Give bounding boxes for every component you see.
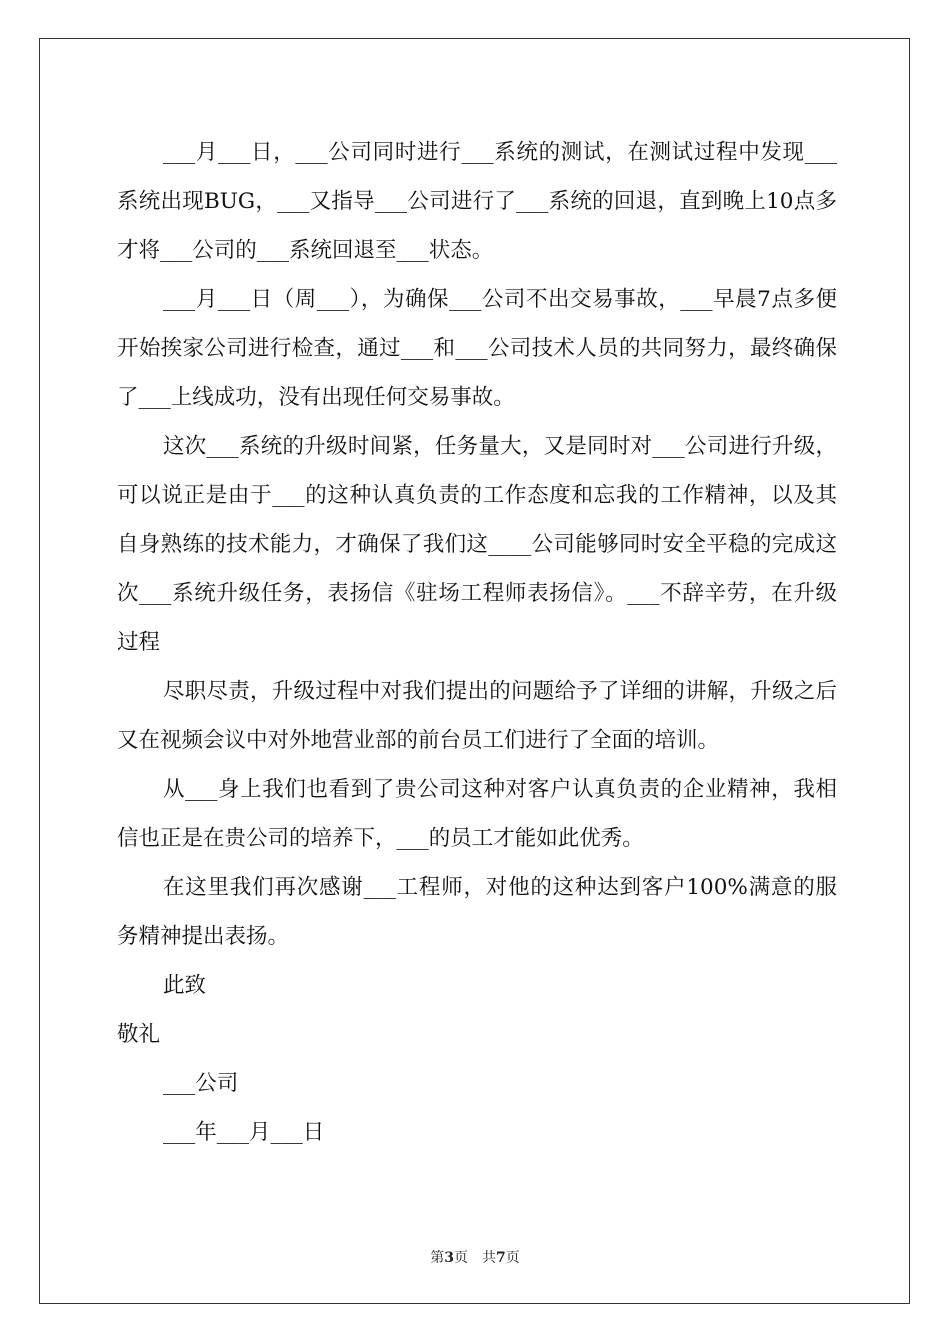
signature-date: ___年___月___日: [163, 1120, 325, 1145]
paragraph-thanks: 在这里我们再次感谢___工程师，对他的这种达到客户100%满意的服务精神提出表扬。: [117, 875, 837, 949]
footer-page-number: 3: [444, 1250, 454, 1266]
footer-prefix: 第: [430, 1250, 445, 1266]
signature-company: ___公司: [163, 1071, 239, 1096]
closing-regards: 敬礼: [117, 1022, 161, 1047]
page-footer: [0, 1248, 950, 1268]
footer-mid: 页 共: [454, 1250, 496, 1266]
paragraph-launch-check: ___月___日（周___），为确保___公司不出交易事故，___早晨7点多便开始挨家公司进行检查，通过___和___公司技术人员的共同努力，最终确保了___上线成功，没有出现任何交易事故。: [117, 287, 837, 410]
footer-total-pages: 7: [496, 1250, 506, 1266]
closing-salutation: 此致: [163, 973, 207, 998]
paragraph-upgrade-praise: 这次___系统的升级时间紧，任务量大，又是同时对___公司进行升级，可以说正是由于___的这种认真负责的工作态度和忘我的工作精神，以及其自身熟练的技术能力，才确保了我们这____公司能够同时安全平稳的完成这次___系统升级任务，表扬信《驻场工程师表扬信》。___不辞辛劳，在升级过程: [117, 434, 837, 655]
paragraph-test-rollback: ___月___日，___公司同时进行___系统的测试，在测试过程中发现___系统出现BUG，___又指导___公司进行了___系统的回退，直到晚上10点多才将___公司的___系统回退至___状态。: [117, 140, 837, 263]
paragraph-training: 尽职尽责，升级过程中对我们提出的问题给予了详细的讲解，升级之后又在视频会议中对外地营业部的前台员工们进行了全面的培训。: [117, 679, 837, 753]
footer-suffix: 页: [505, 1250, 520, 1266]
letter-body: [117, 128, 837, 1157]
paragraph-company-spirit: 从___身上我们也看到了贵公司这种对客户认真负责的企业精神，我相信也正是在贵公司的培养下，___的员工才能如此优秀。: [117, 777, 837, 851]
